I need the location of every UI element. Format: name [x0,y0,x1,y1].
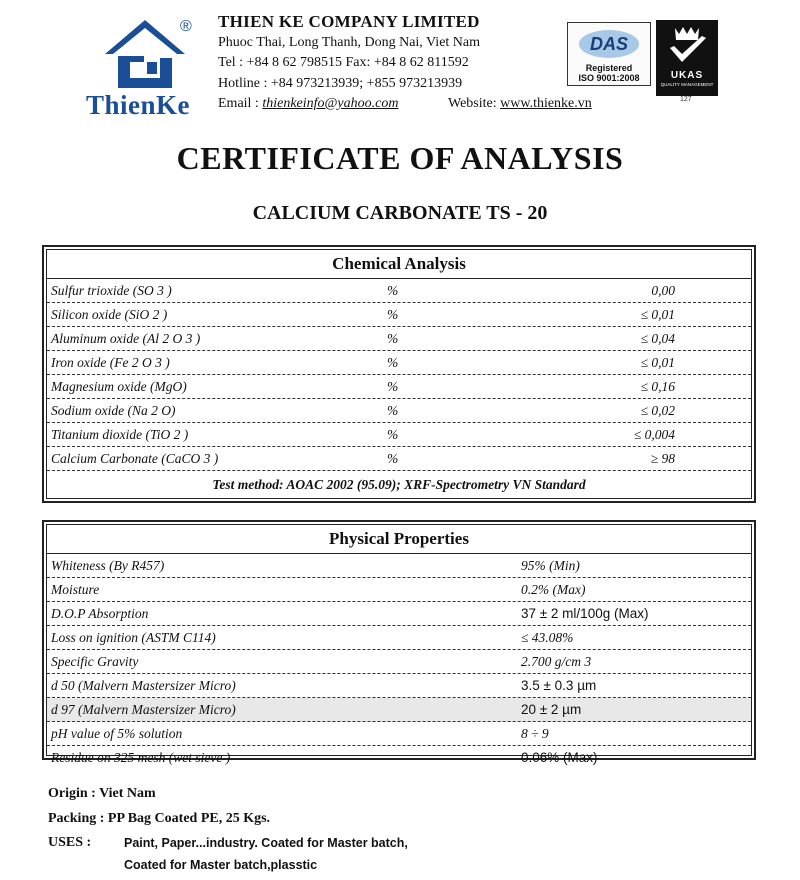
website-link[interactable]: www.thienke.vn [500,96,592,111]
chem-value: ≤ 0,01 [640,355,675,370]
das-iso-text: ISO 9001:2008 [578,73,640,83]
property-value: 2.700 g/cm 3 [521,654,592,669]
email-link[interactable]: thienkeinfo@yahoo.com [262,96,399,111]
property-name: Whiteness (By R457) [51,558,165,573]
table-row [47,674,751,698]
chem-unit: % [387,331,399,346]
crown-tick-icon [662,24,712,68]
ukas-subtext: QUALITY MANAGEMENT [660,82,714,87]
property-value: 8 ÷ 9 [521,726,549,741]
chem-name: Silicon oxide (SiO 2 ) [51,307,168,322]
das-logo-icon [570,25,648,63]
property-value: 20 ± 2 µm [521,702,582,717]
property-value: 0.06% (Max) [521,750,598,765]
chem-name: Magnesium oxide (MgO) [51,379,187,394]
chem-unit: % [387,427,399,442]
property-name: d 97 (Malvern Mastersizer Micro) [51,702,236,717]
table-row [47,698,751,722]
uses-line-1: Paint, Paper...industry. Coated for Master batch, [124,836,408,850]
packing-line: Packing : PP Bag Coated PE, 25 Kgs. [48,811,271,826]
chem-name: Sodium oxide (Na 2 O) [51,403,176,418]
company-hotline: Hotline : +84 973213939; +855 973213939 [218,75,463,91]
chem-name: Calcium Carbonate (CaCO 3 ) [51,451,219,466]
company-logo [86,16,210,126]
das-badge-text [568,63,650,83]
property-name: Moisture [51,582,100,597]
chem-name: Sulfur trioxide (SO 3 ) [51,283,172,298]
chemical-table-heading: Chemical Analysis [47,250,751,279]
chem-value: ≤ 0,04 [640,331,675,346]
company-website-line [448,94,592,115]
property-name: D.O.P Absorption [51,606,149,621]
house-logo-icon [100,16,190,92]
chem-value: ≤ 0,01 [640,307,675,322]
property-value: 37 ± 2 ml/100g (Max) [521,606,649,621]
test-method: Test method: AOAC 2002 (95.09); XRF-Spectrometry VN Standard [212,477,586,492]
company-name: THIEN KE COMPANY LIMITED [218,12,480,31]
company-tel-fax: Tel : +84 8 62 798515 Fax: +84 8 62 811592 [218,55,469,70]
table-row [47,447,751,471]
chemical-analysis-table [42,245,756,503]
table-row [47,399,751,423]
table-row [47,375,751,399]
ukas-number: 127 [680,96,692,103]
chem-value: ≥ 98 [650,451,675,466]
company-address: Phuoc Thai, Long Thanh, Dong Nai, Viet Nam [218,34,481,50]
table-row [47,602,751,626]
ukas-certification-badge [656,20,718,96]
chemical-table-inner [46,249,752,499]
registered-mark: ® [180,18,192,35]
chem-value: ≤ 0,02 [640,403,675,418]
table-row [47,279,751,303]
table-row [47,351,751,375]
chem-unit: % [387,307,399,322]
property-value: ≤ 43.08% [521,630,574,645]
property-name: Specific Gravity [51,654,139,669]
chem-name: Iron oxide (Fe 2 O 3 ) [51,355,170,370]
chemical-rows [47,279,751,471]
chem-name: Titanium dioxide (TiO 2 ) [51,427,189,442]
origin-line: Origin : Viet Nam [48,786,156,801]
chem-unit: % [387,379,399,394]
table-row [47,578,751,602]
table-row [47,650,751,674]
physical-properties-table [42,520,756,765]
ukas-text: UKAS [670,70,704,81]
chem-unit: % [387,283,399,298]
property-name: d 50 (Malvern Mastersizer Micro) [51,678,236,693]
property-name: pH value of 5% solution [51,726,183,741]
table-row [47,303,751,327]
website-label: Website: [448,96,501,111]
uses-label: USES : [48,835,92,850]
chem-unit: % [387,355,399,370]
table-row [47,423,751,447]
physical-table-inner [46,524,752,765]
property-name: Residue on 325 mesh (wet sieve ) [51,750,231,765]
chem-value: ≤ 0,16 [640,379,675,394]
property-value: 0.2% (Max) [521,582,586,597]
chem-name: Aluminum oxide (Al 2 O 3 ) [51,331,201,346]
table-row [47,722,751,746]
das-registered-text: Registered [585,63,633,73]
chem-value: ≤ 0,004 [633,427,675,442]
physical-rows [47,554,751,769]
chem-unit: % [387,403,399,418]
property-value: 95% (Min) [521,558,580,573]
table-row [47,626,751,650]
physical-table-heading: Physical Properties [47,525,751,554]
product-title: CALCIUM CARBONATE TS - 20 [252,202,548,224]
chem-unit: % [387,451,399,466]
uses-line-2: Coated for Master batch,plasstic [124,858,318,872]
das-certification-badge [567,22,651,86]
company-info [218,12,592,115]
svg-text:DAS: DAS [589,34,629,54]
table-row [47,327,751,351]
table-row [47,746,751,769]
logo-brand-text: ThienKe [86,90,191,120]
table-row [47,554,751,578]
email-label: Email : [218,96,263,111]
property-value: 3.5 ± 0.3 µm [521,678,597,693]
property-name: Loss on ignition (ASTM C114) [51,630,216,645]
chem-value: 0,00 [651,283,675,298]
document-title: CERTIFICATE OF ANALYSIS [176,140,624,176]
